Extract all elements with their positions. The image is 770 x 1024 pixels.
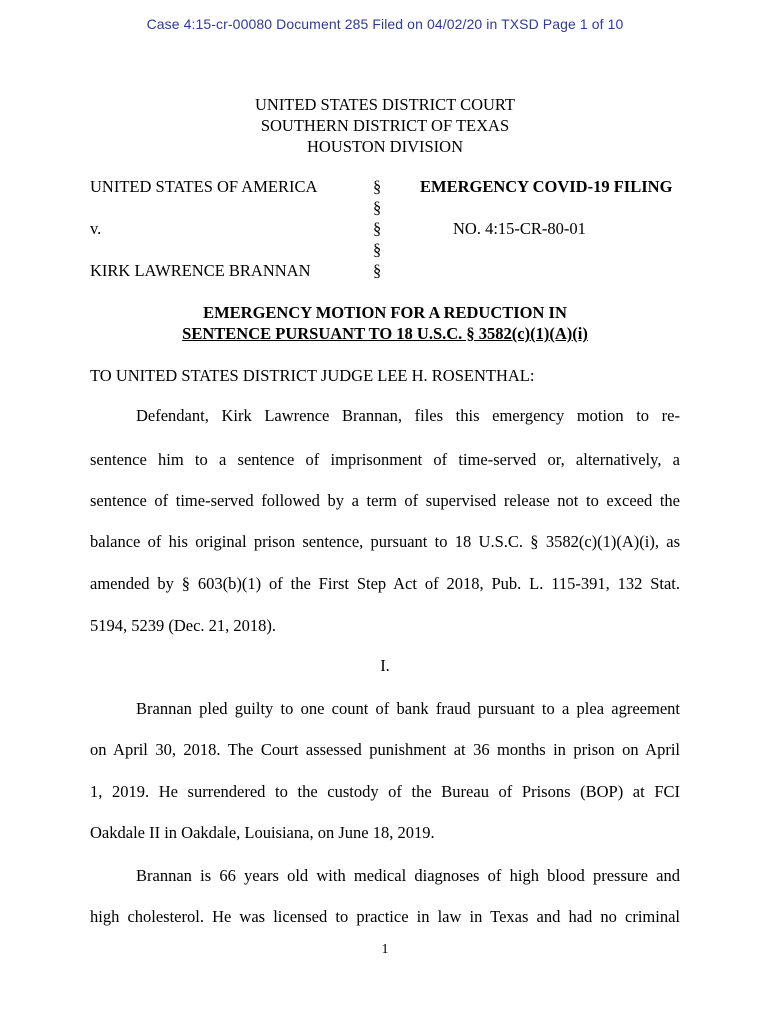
section-symbol: § (373, 240, 382, 259)
caption-row-defendant (90, 261, 710, 281)
paragraph-1-line: sentence of time-served followed by a term of supervised release not to exceed the (90, 491, 680, 510)
paragraph-2-line: Oakdale II in Oakdale, Louisiana, on June 18, 2019. (90, 823, 435, 842)
section-symbol: § (373, 177, 382, 196)
caption-row-plaintiff (90, 177, 710, 197)
section-symbol: § (373, 219, 382, 238)
filing-stamp-header: Case 4:15-cr-00080 Document 285 Filed on 04/02/20 in TXSD Page 1 of 10 (146, 16, 624, 32)
page-number: 1 (381, 942, 389, 957)
filing-type-label: EMERGENCY COVID-19 FILING (420, 177, 673, 196)
paragraph-1-line: balance of his original prison sentence, pursuant to 18 U.S.C. § 3582(c)(1)(A)(i), as (90, 532, 680, 551)
paragraph-1-line: amended by § 603(b)(1) of the First Step Act of 2018, Pub. L. 115-391, 132 Stat. (90, 574, 680, 593)
motion-title-line-1: EMERGENCY MOTION FOR A REDUCTION IN (203, 303, 567, 322)
section-symbol: § (373, 198, 382, 217)
paragraph-2-line: Brannan pled guilty to one count of bank fraud pursuant to a plea agreement (136, 699, 680, 718)
caption-row-spacer-1 (90, 198, 710, 218)
court-division: HOUSTON DIVISION (307, 137, 463, 156)
versus-label: v. (90, 219, 102, 238)
paragraph-1-line: sentence him to a sentence of imprisonment of time-served or, alternatively, a (90, 450, 680, 469)
defendant-name: KIRK LAWRENCE BRANNAN (90, 261, 311, 280)
section-heading: I. (380, 656, 390, 675)
section-symbol: § (373, 261, 382, 280)
case-number: NO. 4:15-CR-80-01 (453, 219, 586, 238)
court-district: SOUTHERN DISTRICT OF TEXAS (260, 116, 510, 135)
paragraph-1-line: Defendant, Kirk Lawrence Brannan, files this emergency motion to re- (136, 406, 680, 425)
paragraph-3-line: high cholesterol. He was licensed to practice in law in Texas and had no criminal (90, 907, 680, 926)
paragraph-1-line: 5194, 5239 (Dec. 21, 2018). (90, 616, 277, 635)
paragraph-2-line: 1, 2019. He surrendered to the custody of the Bureau of Prisons (BOP) at FCI (90, 782, 680, 801)
court-name: UNITED STATES DISTRICT COURT (254, 95, 515, 114)
paragraph-2-line: on April 30, 2018. The Court assessed punishment at 36 months in prison on April (90, 740, 680, 759)
court-heading (0, 94, 770, 157)
caption-row-versus (90, 219, 710, 239)
motion-title-line-2: SENTENCE PURSUANT TO 18 U.S.C. § 3582(c)(1)(A)(i) (182, 324, 588, 343)
caption-row-spacer-2 (90, 240, 710, 260)
addressee-line: TO UNITED STATES DISTRICT JUDGE LEE H. ROSENTHAL: (90, 366, 535, 385)
paragraph-3-line: Brannan is 66 years old with medical diagnoses of high blood pressure and (136, 866, 680, 885)
motion-title (0, 302, 770, 344)
plaintiff-name: UNITED STATES OF AMERICA (90, 177, 318, 196)
